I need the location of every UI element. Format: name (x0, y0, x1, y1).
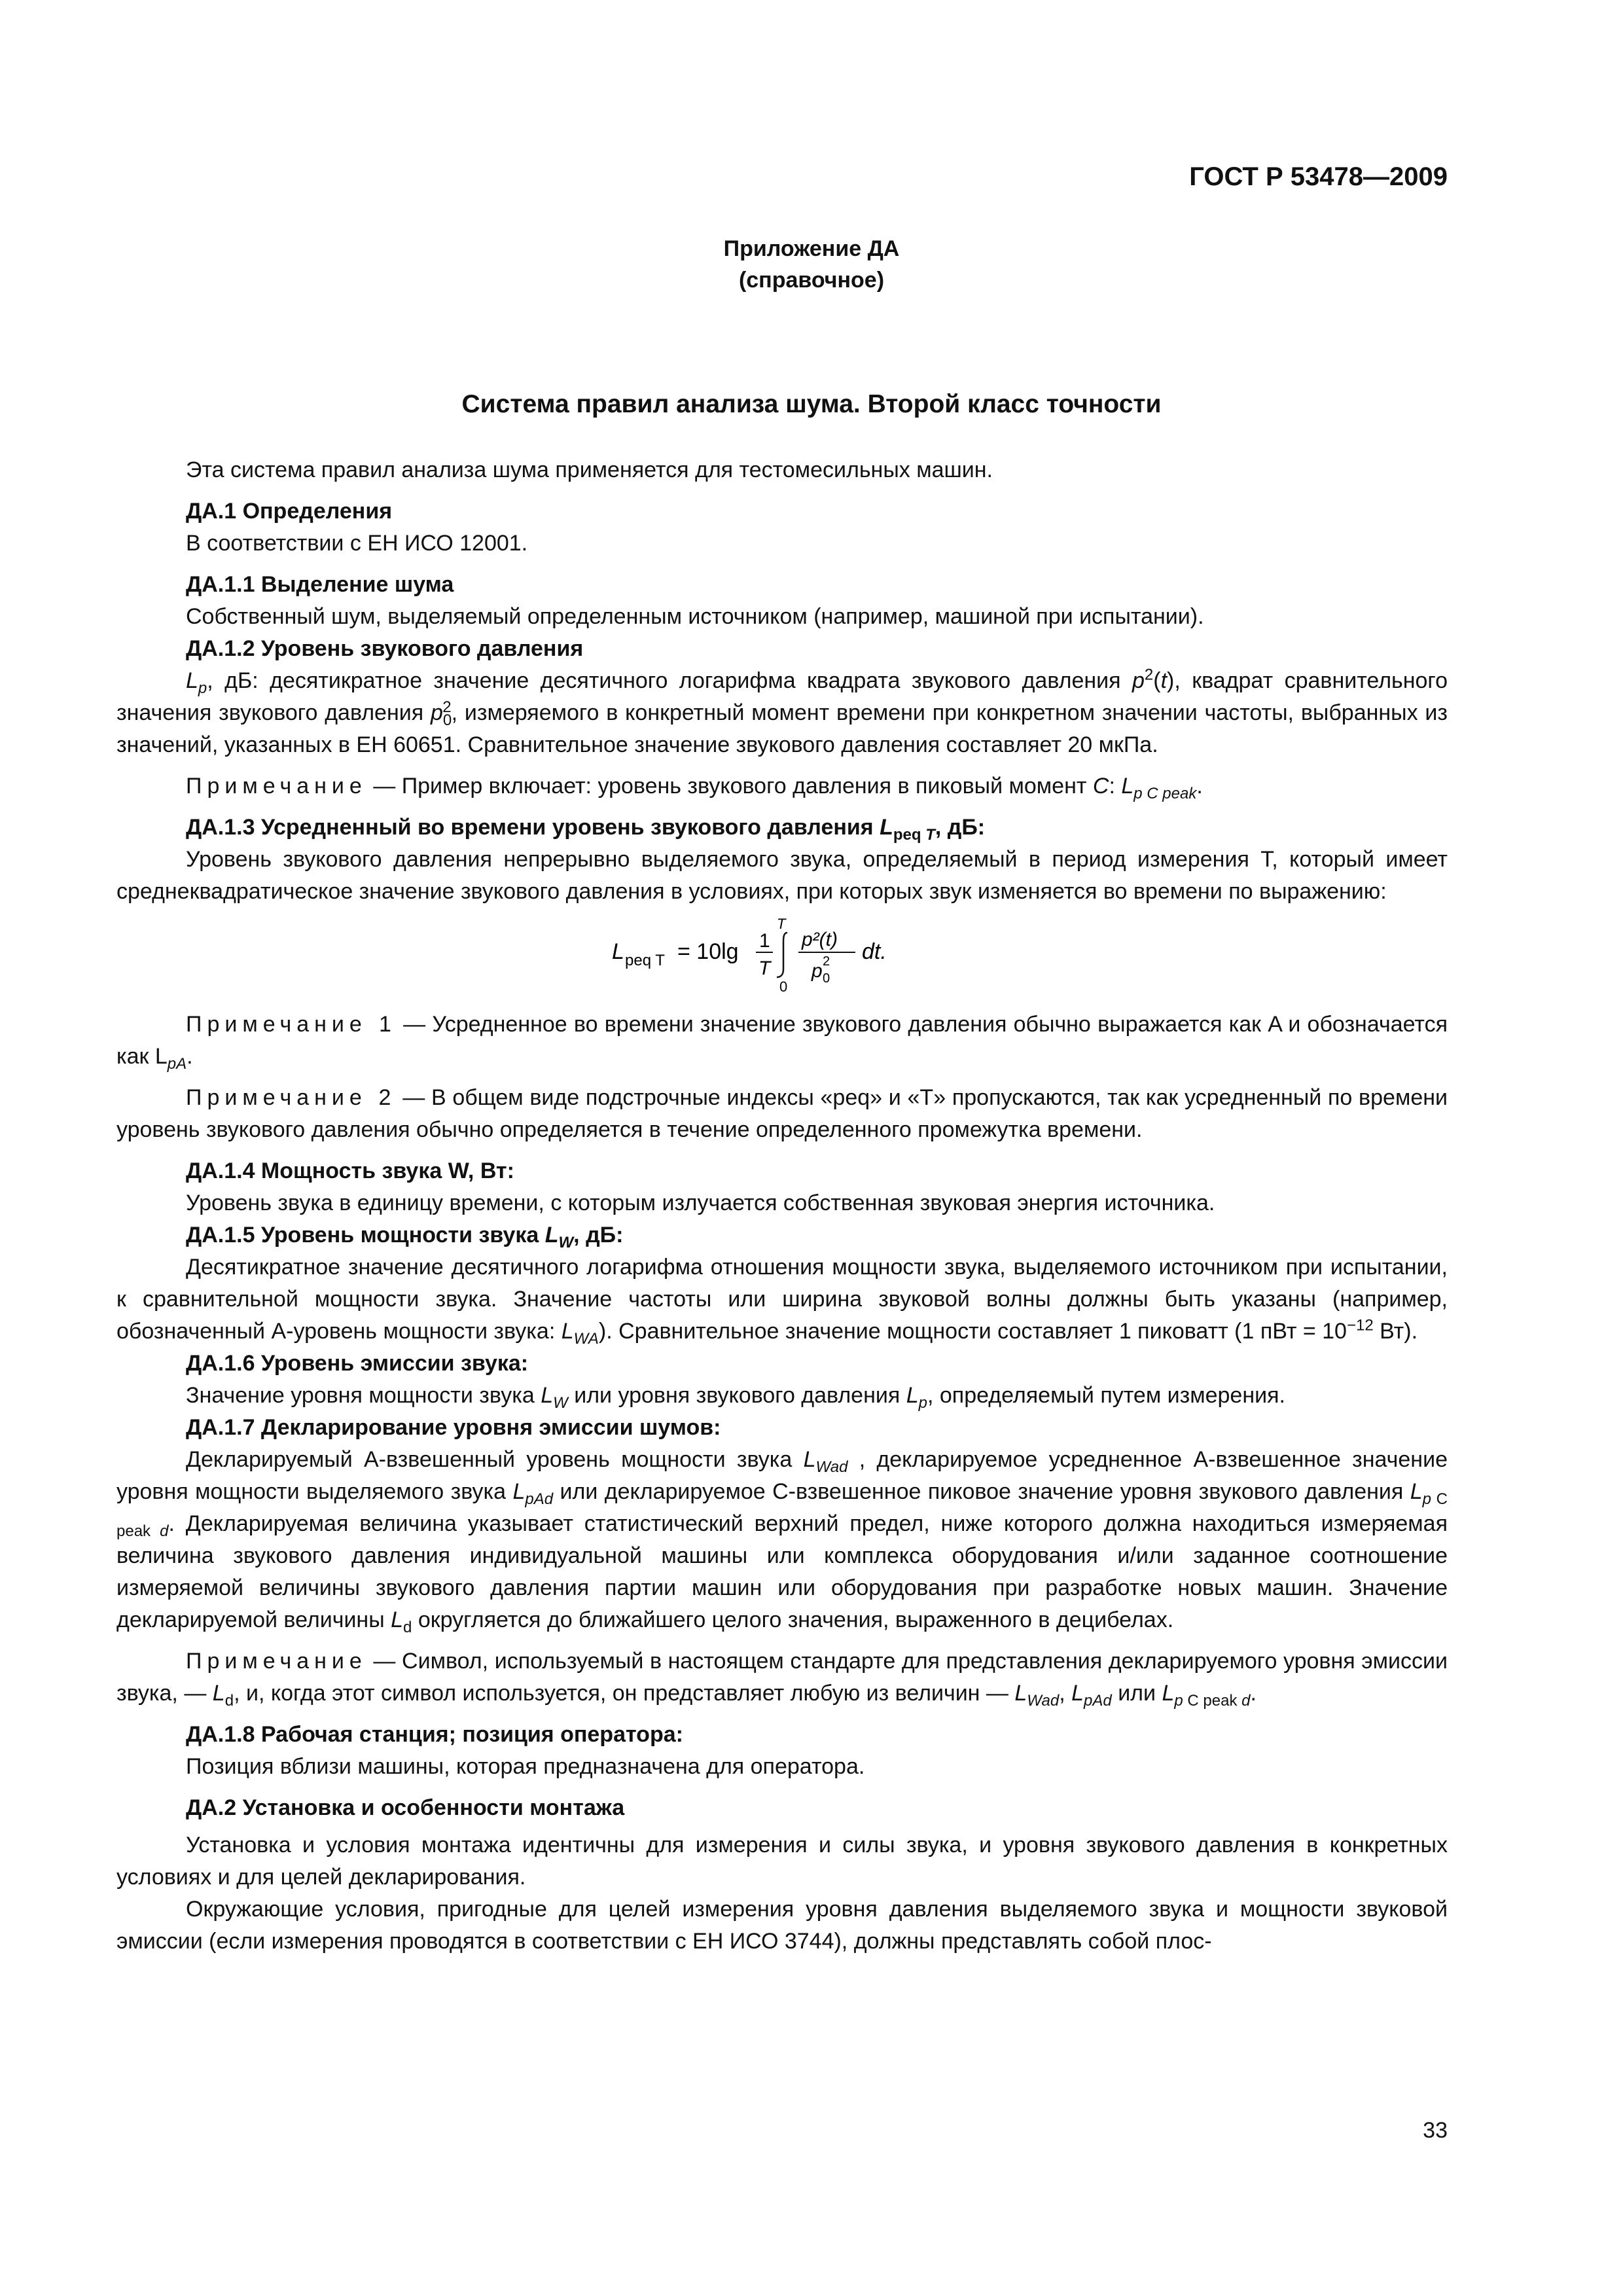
formula-eq: = 10lg (677, 939, 739, 964)
section-heading: ДА.1.4 Мощность звука W, Вт: (186, 1158, 514, 1183)
formula-tail: dt. (862, 939, 887, 964)
integral-sign (777, 933, 787, 977)
formula (116, 914, 1448, 993)
formula-frac-den: p (812, 960, 823, 982)
section-heading: ДА.1.6 Уровень эмиссии звука: (186, 1351, 529, 1376)
section-heading: ДА.1.1 Выделение шума (186, 572, 454, 597)
paragraph: Значение уровня мощности звука $L_W$ или уровня звукового давления $L_p$, определяемый путем измерения. (186, 1383, 1285, 1412)
note: Примечание 1 — Усредненное во времени значение звукового давления обычно выражается как A и обозначается как $L_{pA}$. (116, 1012, 1448, 1073)
annex-type: (справочное) (738, 268, 885, 293)
paragraph: Окружающие условия, пригодные для целей измерения уровня давления выделяемого звука и мощности звуковой эмиссии (если измерения проводятся в соответствии с ЕН ИСО 3744), должны представлять собой плос- (116, 1897, 1448, 1954)
paragraph: Десятикратное значение десятичного логарифма отношения мощности звука, выделяемого источником при испытании, к сравнительной мощности звука. Значение частоты или ширина звуковой волны должны быть указаны (например, обозначенный A-уровень мощности звука: $L_{WA}$). Сравнительное значение мощности составляет 1 пиковатт (1 пВт = $10^{-12}$ Вт). (116, 1255, 1448, 1348)
note: Примечание — Символ, используемый в настоящем стандарте для представления декларируемого уровня эмиссии звука, — $L_d$, и, когда этот символ используется, он представляет любую из величин — $L_{Wad}$, $L_{pAd}$ или $L_{p C peak d}$. (116, 1649, 1448, 1710)
formula-frac-num: p²(t) (802, 929, 838, 950)
section-heading: ДА.1.7 Декларирование уровня эмиссии шумов: (186, 1415, 721, 1440)
note: Примечание 2 — В общем виде подстрочные индексы «peq» и «T» пропускаются, так как усредненный по времени уровень звукового давления обычно определяется в течение определенного промежутка времени. (116, 1085, 1448, 1142)
document-id: ГОСТ Р 53478—2009 (1189, 162, 1448, 191)
formula-lhs: L (612, 939, 624, 964)
section-heading: ДА.1 Определения (186, 499, 393, 524)
document-body (116, 454, 1448, 1958)
section-heading: ДА.1.2 Уровень звукового давления (186, 636, 584, 661)
formula-graphic (612, 914, 952, 993)
paragraph: Собственный шум, выделяемый определенным источником (например, машиной при испытании). (186, 604, 1204, 629)
formula-lhs-sub: peq T (625, 952, 665, 969)
section-heading: ДА.1.8 Рабочая станция; позиция оператора: (186, 1722, 683, 1747)
section-heading: ДА.1.5 Уровень мощности звука $L_W$, дБ: (186, 1223, 624, 1251)
formula-lower: 0 (779, 978, 788, 993)
annex-title: Система правил анализа шума. Второй класс точности (461, 390, 1162, 418)
formula-frac-den-sub: 0 (823, 971, 830, 986)
annex-label: Приложение ДА (723, 236, 900, 261)
annex-heading (0, 233, 1623, 296)
page-number: 33 (1423, 2118, 1448, 2143)
paragraph: $L_p$, дБ: десятикратное значение десятичного логарифма квадрата звукового давления $p^2(t)$, квадрат сравнительного значения звукового давления $p_0^2$, измеряемого в конкретный момент времени при конкретном значении частоты, выбранных из значений, указанных в ЕН 60651. Сравнительное значение звукового давления составляет 20 мкПа. (116, 666, 1448, 757)
section-heading: ДА.2 Установка и особенности монтажа (186, 1795, 625, 1820)
section-heading: ДА.1.3 Усредненный во времени уровень звукового давления $L_{peq T}$, дБ: (186, 815, 986, 844)
formula-num: 1 (759, 930, 770, 952)
paragraph: Установка и условия монтажа идентичны для измерения и силы звука, и уровня звукового давления в конкретных условиях и для целей декларирования. (116, 1833, 1448, 1890)
paragraph: Позиция вблизи машины, которая предназначена для оператора. (186, 1754, 865, 1779)
paragraph: Декларируемый A-взвешенный уровень мощности звука $L_{Wad}$ , декларируемое усредненное A-взвешенное значение уровня мощности выделяемого звука $L_{pAd}$ или декларируемое C-взвешенное пиковое значение уровня звукового давления $L_{p C peak d}$. Декларируемая величина указывает статистический верхний предел, ниже которого должна находиться измеряемая величина звукового давления индивидуальной машины или комплекса оборудования и/или заданное соотношение измеряемой величины звукового давления партии машин или оборудования при разработке новых машин. Значение декларируемой величины $L_d$ округляется до ближайшего целого значения, выраженного в децибелах. (116, 1447, 1448, 1636)
formula-frac-den-sup: 2 (823, 954, 830, 969)
formula-den: T (758, 958, 771, 979)
formula-upper: T (777, 916, 786, 932)
paragraph: Уровень звукового давления непрерывно выделяемого звука, определяемый в период измерения T, который имеет среднеквадратическое значение звукового давления в условиях, при которых звук изменяется во времени по выражению: (116, 847, 1448, 904)
paragraph: Уровень звука в единицу времени, с которым излучается собственная звуковая энергия источника. (186, 1191, 1215, 1215)
paragraph: В соответствии с ЕН ИСО 12001. (186, 531, 528, 556)
intro-paragraph: Эта система правил анализа шума применяется для тестомесильных машин. (186, 457, 993, 482)
note: Примечание — Пример включает: уровень звукового давления в пиковый момент C: $L_{p C peak}$. (186, 774, 1203, 802)
